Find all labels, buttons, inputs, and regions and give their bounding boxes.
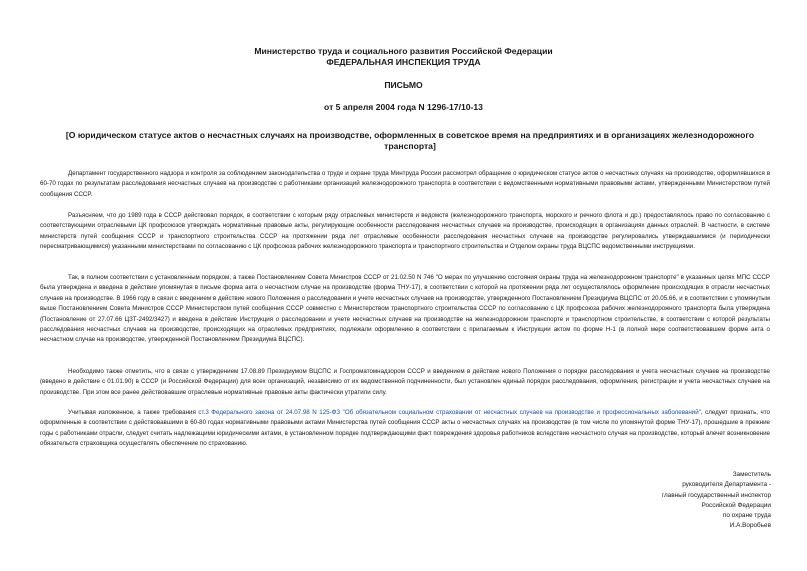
- paragraph-3: Так, в полном соответствии с установленным порядком, а также Постановлением Совета Министров СССР от 21.02.50 N 746 "О мерах по улучшению состояния охраны труда на железнодорожном транспорте" в указанных целях МПС СССР была утверждена и введена в действие упомянутая в письме форма акта о несчастном случае на производстве (форма ТНУ-17), в соответствии с которой на протяжении ряда лет осуществлялось оформление происходящих в отрасли несчастных случаев на производстве. В 1966 году в связи с введением в действие нового Положения о расследовании и учете несчастных случаев на производстве, утвержденного Постановлением Президиума ВЦСПС от 20.05.66, и в соответствии с упомянутым выше Постановлением Совета Министров СССР Министерством путей сообщения СССР совместно с Министерством транспортного строительства СССР по согласованию с ЦК профсоюза рабочих железнодорожного транспорта была утверждена (Постановление от 27.07.66 ЦЗТ-2492/3427) и введена в действие Инструкция о расследовании и учете несчастных случаев на производстве на железнодорожном транспорте и транспортном строительстве, в соответствии с которой результаты расследования несчастных случаев на производстве, происходящих на отраслевых предприятиях, подлежали оформлению в соответствии с прилагаемым к Инструкции актом по форме Н-1 (в полной мере соответствовавшем форме акта о несчастном случае на производстве, утвержденной Постановлением Президиума ВЦСПС).: [40, 274, 770, 344]
- document-type-heading: ПИСЬМО: [384, 80, 423, 90]
- paragraph-5-intro: Учитывая изложенное, а также требования: [68, 409, 199, 416]
- paragraph-5-rest: , следует признать, что оформленные в соответствии с действовавшими в 60-80 годах нормативными правовыми актами Министерства путей сообщения СССР акты о несчастных случаях на производстве (в том числе по упомянутой форме ТНУ-17), прошедшие в прежние годы с работниками отрасли, следует считать надлежащими юридическими актами, в установленном порядке подтверждающими факт повреждения здоровья работников вследствие несчастного случая на производстве, который влечет возникновение обязательств страховщика осуществлять обеспечение по страхованию.: [40, 409, 770, 448]
- signature-line-3: главный государственный инспектор: [661, 491, 771, 499]
- paragraph-5: [40, 408, 770, 450]
- signature-line-4: Российской Федерации: [701, 501, 771, 509]
- paragraph-2: Разъясняем, что до 1989 года в СССР действовал порядок, в соответствии с которым ряду отраслевых министерств и ведомств (железнодорожного транспорта, морского и речного флота и др.) предоставлялось право по согласованию с соответствующими отраслевыми ЦК профсоюзов утверждать нормативные правовые акты, регулирующие особенности расследования несчастных случаев на производстве, происходящих в организациях данных отраслей. В частности, в системе министерств путей сообщения СССР и транспортного строительства СССР на протяжении ряда лет отраслевые особенности расследования несчастных случаев на производстве регулировались утверждавшимися (и периодически пересматривающимися) указанными министерствами по согласованию с ЦК профсоюза рабочих железнодорожного транспорта и транспортного строительства и Отделом охраны труда ВЦСПС ведомственными инструкциями.: [40, 212, 770, 251]
- signatory-name: И.А.Воробьев: [729, 522, 771, 530]
- ministry-heading: Министерство труда и социального развития Российской Федерации: [254, 46, 553, 56]
- signature-line-5: по охране труда: [722, 512, 771, 520]
- document-subject: [О юридическом статусе актов о несчастных случаях на производстве, оформленных в советское время на предприятиях и в организациях железнодорожного транспорта]: [65, 130, 755, 151]
- inspection-heading: ФЕДЕРАЛЬНАЯ ИНСПЕКЦИЯ ТРУДА: [326, 57, 481, 67]
- federal-law-link[interactable]: ст.3 Федерального закона от 24.07.98 N 125-ФЗ "Об обязательном социальном страховании от несчастных случаев на производстве и профессиональных заболеваний": [198, 409, 701, 416]
- signature-block: [662, 470, 771, 532]
- signature-line-1: Заместитель: [732, 471, 771, 478]
- document-date-number: от 5 апреля 2004 года N 1296-17/10-13: [324, 102, 483, 112]
- paragraph-4: Необходимо также отметить, что в связи с утверждением 17.08.89 Президиумом ВЦСПС и Госпроматомнадзором СССР и введением в действие нового Положения о порядке расследования и учета несчастных случаев на производстве (введено в действие с 01.01.90) в СССР (и Российской Федерации) для всех организаций, независимо от их ведомственной подчиненности, был установлен единый порядок расследования, оформления, регистрации и учета несчастных случаев на производстве. При этом все ранее действовавшие отраслевые нормативные правовые акты фактически утратили силу.: [40, 368, 770, 396]
- signature-line-2: руководителя Департамента -: [682, 481, 771, 489]
- paragraph-1: Департамент государственного надзора и контроля за соблюдением законодательства о труде и охране труда Минтруда России рассмотрел обращение о юридическом статусе актов о несчастных случаях на производстве, оформлявшихся в 60-70 годах по результатам расследования несчастных случаев на производстве с работниками организаций железнодорожного транспорта в соответствии с ведомственными нормативными правовыми актами, утвержденными Министерством путей сообщения СССР.: [40, 170, 770, 198]
